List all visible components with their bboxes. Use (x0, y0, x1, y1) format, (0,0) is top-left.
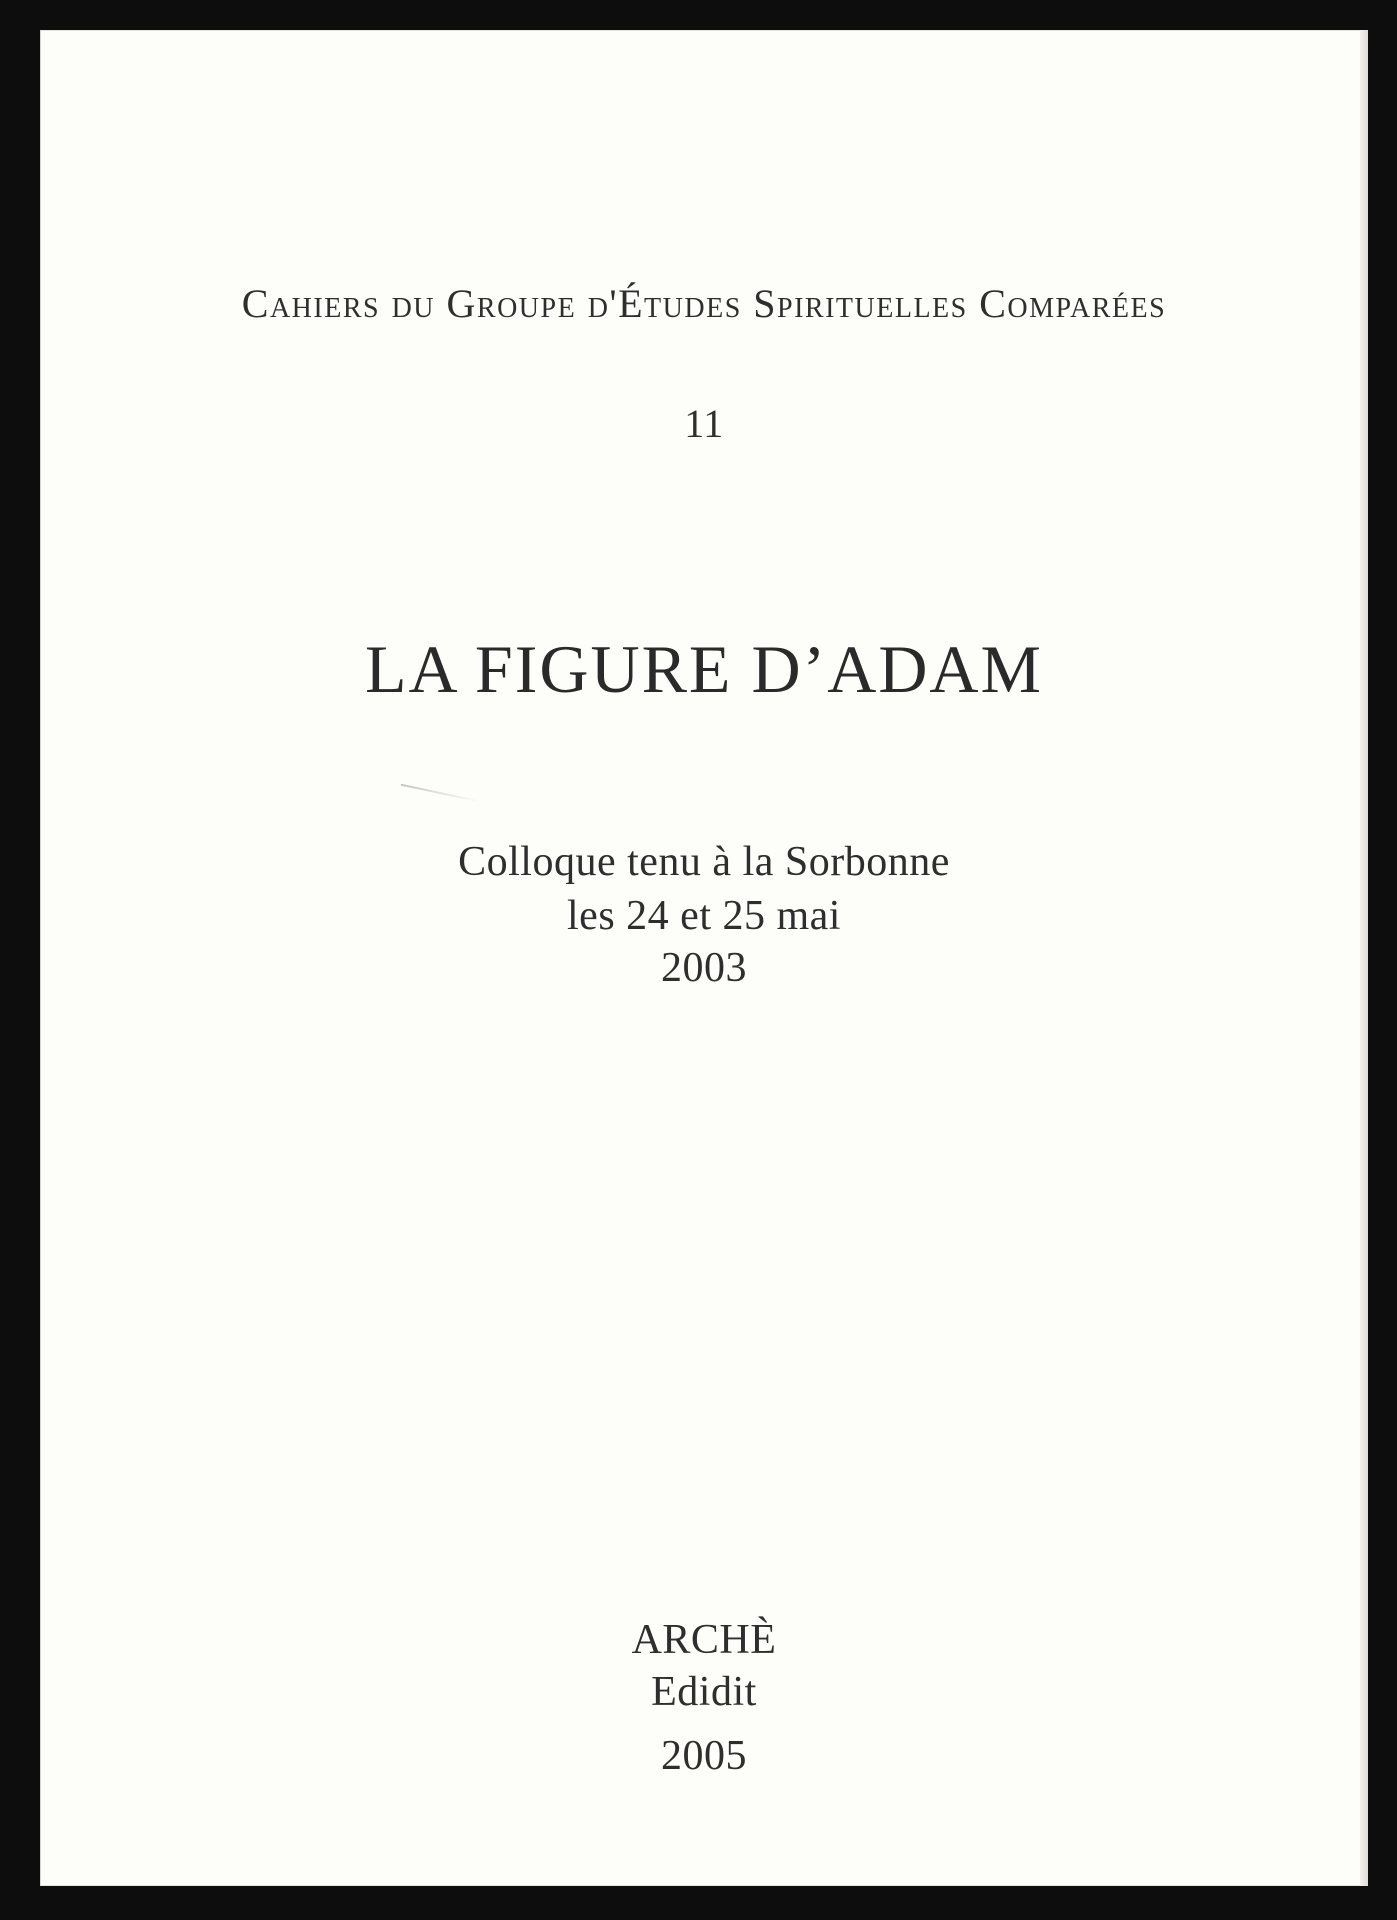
publisher-name: ARCHÈ (631, 1617, 777, 1663)
pencil-mark (401, 784, 480, 803)
publication-year: 2005 (661, 1733, 747, 1779)
publisher-note: Edidit (651, 1669, 757, 1715)
volume-number: 11 (684, 401, 724, 446)
book-cover (40, 30, 1368, 1886)
colloquium-line: Colloque tenu à la Sorbonne (458, 839, 950, 885)
series-title: Cahiers du Groupe d'Études Spirituelles Comparées (241, 281, 1167, 326)
book-title: LA FIGURE D’ADAM (365, 631, 1043, 707)
colloquium-dates: les 24 et 25 mai (567, 893, 841, 939)
colloquium-year: 2003 (661, 945, 747, 991)
